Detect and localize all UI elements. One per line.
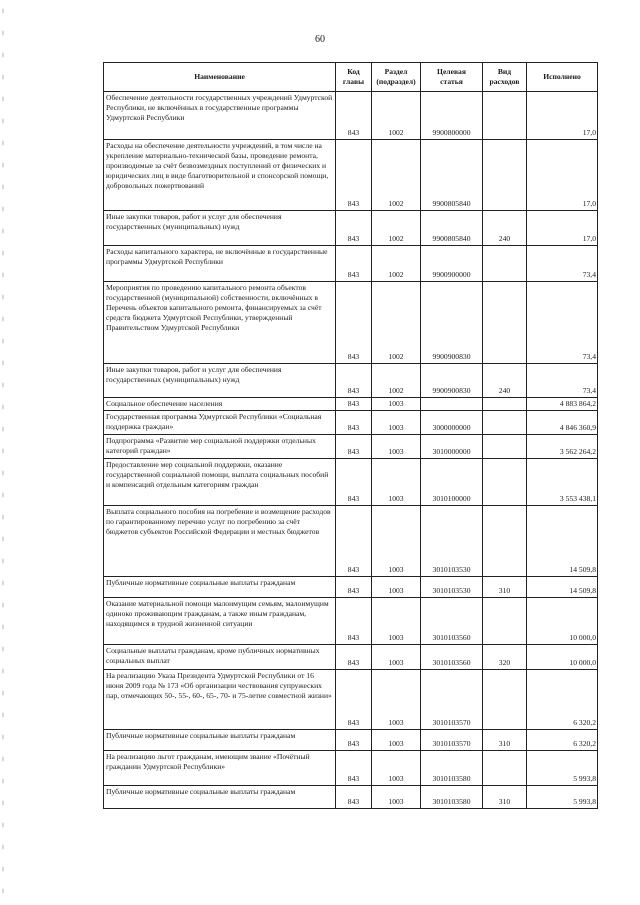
- table-row: [104, 246, 598, 282]
- table-row: [104, 92, 598, 140]
- table-row: [104, 506, 598, 577]
- cell-name: Государственная программа Удмуртской Республики «Социальная поддержка граждан»: [104, 411, 336, 435]
- budget-table: [103, 62, 598, 809]
- cell-expense-type: [483, 282, 527, 364]
- cell-amount: 17,0: [527, 92, 598, 140]
- cell-amount: 73,4: [527, 282, 598, 364]
- cell-section: 1003: [372, 435, 421, 459]
- table-row: [104, 211, 598, 246]
- table-row: [104, 364, 598, 398]
- cell-section: 1003: [372, 670, 421, 730]
- header-section: Раздел (подраздел): [372, 63, 421, 92]
- cell-section: 1003: [372, 398, 421, 411]
- cell-section: 1003: [372, 751, 421, 786]
- cell-target: 3000000000: [421, 411, 483, 435]
- cell-name: На реализацию Указа Президента Удмуртской Республики от 16 июня 2009 года № 173 «Об организации чествования супружеских пар, отмечающих 50-, 55-, 60-, 65-, 70- и 75-летие совместной жизни»: [104, 670, 336, 730]
- cell-amount: 4 883 864,2: [527, 398, 598, 411]
- cell-code: 843: [336, 645, 372, 670]
- cell-name: Расходы капитального характера, не включённые в государственные программы Удмуртской Республики: [104, 246, 336, 282]
- table-row: [104, 577, 598, 598]
- table-header-row: [104, 63, 598, 92]
- table-row: [104, 398, 598, 411]
- cell-name: Мероприятия по проведению капитального ремонта объектов государственной (муниципальной) собственности, включённых в Перечень объектов капитального ремонта, финансируемых за счёт средств бюджета Удмуртской Республики, утвержденный Правительством Удмуртской Республики: [104, 282, 336, 364]
- cell-amount: 4 846 360,9: [527, 411, 598, 435]
- cell-code: 843: [336, 211, 372, 246]
- table-row: [104, 435, 598, 459]
- cell-expense-type: [483, 751, 527, 786]
- page-number: 60: [315, 34, 325, 45]
- cell-code: 843: [336, 598, 372, 645]
- cell-code: 843: [336, 670, 372, 730]
- table-row: [104, 670, 598, 730]
- cell-section: 1003: [372, 577, 421, 598]
- cell-section: 1002: [372, 364, 421, 398]
- cell-name: Иные закупки товаров, работ и услуг для обеспечения государственных (муниципальных) нужд: [104, 364, 336, 398]
- cell-section: 1002: [372, 211, 421, 246]
- cell-target: 9900800000: [421, 92, 483, 140]
- cell-code: 843: [336, 411, 372, 435]
- cell-expense-type: 310: [483, 730, 527, 751]
- cell-amount: 3 553 438,1: [527, 459, 598, 506]
- table-row: [104, 786, 598, 809]
- cell-target: 3010103560: [421, 645, 483, 670]
- cell-expense-type: [483, 140, 527, 211]
- cell-code: 843: [336, 459, 372, 506]
- cell-amount: 10 000,0: [527, 598, 598, 645]
- table-row: [104, 645, 598, 670]
- cell-amount: 5 993,8: [527, 786, 598, 809]
- cell-target: 9900900000: [421, 246, 483, 282]
- cell-code: 843: [336, 577, 372, 598]
- header-executed: Исполнено: [527, 63, 598, 92]
- cell-expense-type: [483, 598, 527, 645]
- cell-target: 3010103580: [421, 786, 483, 809]
- cell-expense-type: 240: [483, 211, 527, 246]
- cell-name: Иные закупки товаров, работ и услуг для обеспечения государственных (муниципальных) нужд: [104, 211, 336, 246]
- cell-name: Социальное обеспечение населения: [104, 398, 336, 411]
- header-code: Код главы: [336, 63, 372, 92]
- cell-target: 3010100000: [421, 459, 483, 506]
- cell-section: 1003: [372, 411, 421, 435]
- cell-expense-type: 310: [483, 577, 527, 598]
- cell-section: 1002: [372, 282, 421, 364]
- table-row: [104, 459, 598, 506]
- cell-amount: 6 320,2: [527, 730, 598, 751]
- table-row: [104, 751, 598, 786]
- cell-target: 3010103530: [421, 506, 483, 577]
- cell-target: 3010103570: [421, 670, 483, 730]
- cell-target: 9900805840: [421, 211, 483, 246]
- scan-edge-marks: [0, 0, 6, 905]
- cell-expense-type: 320: [483, 645, 527, 670]
- table-row: [104, 730, 598, 751]
- cell-target: 3010000000: [421, 435, 483, 459]
- cell-amount: 14 509,8: [527, 506, 598, 577]
- cell-target: 3010103570: [421, 730, 483, 751]
- cell-name: Публичные нормативные социальные выплаты гражданам: [104, 786, 336, 809]
- cell-expense-type: [483, 459, 527, 506]
- cell-expense-type: [483, 92, 527, 140]
- cell-section: 1002: [372, 140, 421, 211]
- cell-code: 843: [336, 140, 372, 211]
- cell-target: 3010103580: [421, 751, 483, 786]
- cell-target: 9900900830: [421, 282, 483, 364]
- cell-section: 1003: [372, 730, 421, 751]
- table-row: [104, 411, 598, 435]
- cell-code: 843: [336, 435, 372, 459]
- cell-code: 843: [336, 92, 372, 140]
- cell-code: 843: [336, 282, 372, 364]
- table-row: [104, 598, 598, 645]
- cell-code: 843: [336, 364, 372, 398]
- table-row: [104, 282, 598, 364]
- cell-expense-type: [483, 411, 527, 435]
- cell-code: 843: [336, 751, 372, 786]
- cell-target: 9900805840: [421, 140, 483, 211]
- cell-expense-type: [483, 506, 527, 577]
- cell-expense-type: [483, 670, 527, 730]
- cell-section: 1002: [372, 246, 421, 282]
- cell-expense-type: [483, 435, 527, 459]
- cell-expense-type: [483, 246, 527, 282]
- cell-target: 9900900830: [421, 364, 483, 398]
- cell-code: 843: [336, 246, 372, 282]
- cell-expense-type: 240: [483, 364, 527, 398]
- header-name: Наименование: [104, 63, 336, 92]
- cell-target: 3010103530: [421, 577, 483, 598]
- cell-target: [421, 398, 483, 411]
- cell-amount: 14 509,8: [527, 577, 598, 598]
- header-expense-type: Вид расходов: [483, 63, 527, 92]
- cell-amount: 73,4: [527, 364, 598, 398]
- header-target: Целевая статья: [421, 63, 483, 92]
- cell-name: На реализацию льгот гражданам, имеющим звание «Почётный гражданин Удмуртской Республики»: [104, 751, 336, 786]
- cell-section: 1003: [372, 459, 421, 506]
- cell-target: 3010103560: [421, 598, 483, 645]
- cell-section: 1002: [372, 92, 421, 140]
- table-row: [104, 140, 598, 211]
- cell-code: 843: [336, 730, 372, 751]
- cell-name: Обеспечение деятельности государственных учреждений Удмуртской Республики, не включённых в государственные программы Удмуртской Республики: [104, 92, 336, 140]
- cell-name: Выплата социального пособия на погребение и возмещение расходов по гарантированному перечню услуг по погребению за счёт бюджетов субъектов Российской Федерации и местных бюджетов: [104, 506, 336, 577]
- cell-amount: 5 993,8: [527, 751, 598, 786]
- cell-name: Публичные нормативные социальные выплаты гражданам: [104, 730, 336, 751]
- cell-amount: 73,4: [527, 246, 598, 282]
- cell-section: 1003: [372, 506, 421, 577]
- cell-amount: 6 320,2: [527, 670, 598, 730]
- cell-amount: 17,0: [527, 211, 598, 246]
- cell-name: Подпрограмма «Развитие мер социальной поддержки отдельных категорий граждан»: [104, 435, 336, 459]
- cell-code: 843: [336, 506, 372, 577]
- cell-name: Оказание материальной помощи малоимущим семьям, малоимущим одиноко проживающим гражданам, а также иным гражданам, находящимся в трудной жизненной ситуации: [104, 598, 336, 645]
- cell-amount: 3 562 264,2: [527, 435, 598, 459]
- cell-name: Социальные выплаты гражданам, кроме публичных нормативных социальных выплат: [104, 645, 336, 670]
- cell-code: 843: [336, 398, 372, 411]
- cell-amount: 10 000,0: [527, 645, 598, 670]
- cell-expense-type: [483, 398, 527, 411]
- cell-amount: 17,0: [527, 140, 598, 211]
- cell-name: Предоставление мер социальной поддержки, оказание государственной социальной помощи, выплата социальных пособий и компенсаций отдельным категориям граждан: [104, 459, 336, 506]
- cell-name: Расходы на обеспечение деятельности учреждений, в том числе на укрепление материально-технической базы, проведение ремонта, производимые за счёт безвозмездных поступлений от физических и юридических лиц в виде благотворительной и спонсорской помощи, добровольных пожертвований: [104, 140, 336, 211]
- cell-section: 1003: [372, 786, 421, 809]
- cell-expense-type: 310: [483, 786, 527, 809]
- cell-name: Публичные нормативные социальные выплаты гражданам: [104, 577, 336, 598]
- cell-code: 843: [336, 786, 372, 809]
- cell-section: 1003: [372, 645, 421, 670]
- cell-section: 1003: [372, 598, 421, 645]
